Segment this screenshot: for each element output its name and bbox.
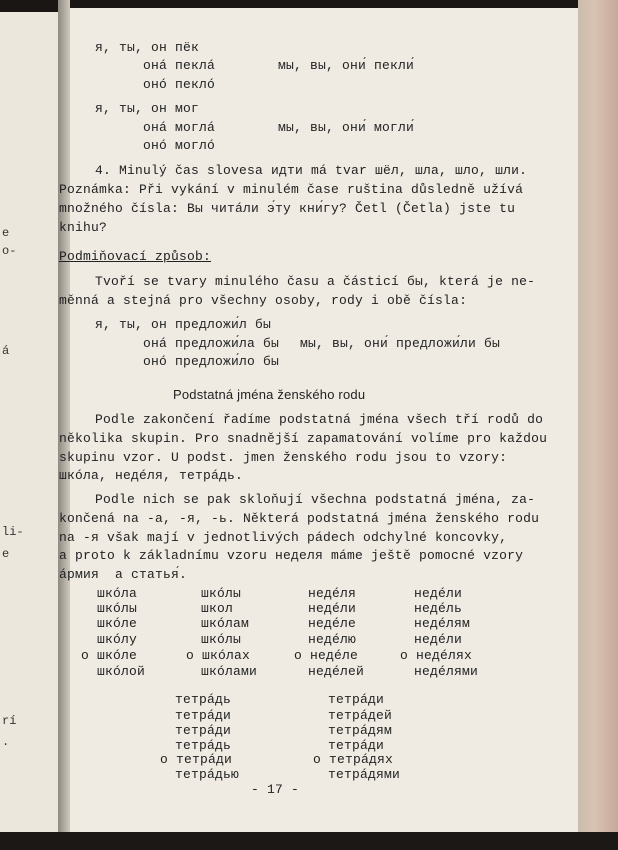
declension-form: недéли [308,601,357,616]
declension-form: тетрáдь [175,692,232,707]
bottom-edge [0,832,618,850]
text-line: шкóла, недéля, тетрáдь. [59,468,244,483]
declension-form: о тетрáдях [313,752,394,767]
text-line: Poznámka: Při vykání v minulém čase ruština důsledně užívá [59,182,524,197]
margin-fragment: e [2,547,10,561]
declension-form: о недéлях [400,648,473,663]
text-line: Podle nich se pak skloňují všechna podstatná jména, za- [95,492,536,507]
text-line: a proto k základnímu vzoru неделя máme ještě pomocné vzory [59,548,524,563]
declension-form: шкóлами [201,664,258,679]
text-line: končená na -а, -я, -ь. Některá podstatná jména ženského rodu [59,511,540,526]
book-spine [58,0,70,850]
declension-form: шкóлам [201,616,250,631]
text-line: онó пеклó [143,77,216,92]
declension-form: недéля [308,586,357,601]
declension-form: недéлям [414,616,471,631]
declension-form: школ [201,601,234,616]
declension-form: недéль [414,601,463,616]
text-line: мы, вы, они́ предложи́ли бы [300,336,501,351]
text-line: мы, вы, они́ могли́ [278,120,415,135]
page-number: - 17 - [251,782,300,797]
declension-form: шкóлу [97,632,138,647]
text-line: онó предложи́ло бы [143,354,280,369]
declension-form: недéлями [414,664,479,679]
text-line: skupinu vzor. U podst. jmen ženského rodu jsou to vzory: [59,450,508,465]
left-page-edge [0,12,58,850]
margin-fragment: e [2,226,10,240]
margin-fragment: . [2,735,10,749]
declension-form: шкóле [97,616,138,631]
declension-form: тетрáди [328,738,385,753]
text-line: knihu? [59,220,108,235]
margin-fragment: á [2,344,10,358]
declension-form: недéлей [308,664,365,679]
text-line: я, ты, он предложи́л бы [95,317,272,332]
declension-form: шкóлы [97,601,138,616]
text-line: Podle zakončení řadíme podstatná jména všech tří rodů do [95,412,544,427]
text-line: 4. Minulý čas slovesa идти má tvar шёл, шла, шло, шли. [95,163,528,178]
text-line: na -я však mají v jednotlivých pádech odchylné koncovky, [59,530,508,545]
declension-form: шкóла [97,586,138,601]
text-line: онá моглá [143,120,216,135]
margin-fragment: o- [2,244,17,258]
text-line: množného čísla: Вы читáли э́ту кни́гу? Četl (Četla) jste tu [59,201,516,216]
declension-form: тетрáдями [328,767,401,782]
text-line: онá предложи́ла бы [143,336,280,351]
margin-fragment: li- [2,525,24,539]
text-line: онá пеклá [143,58,216,73]
declension-form: о тетрáди [160,752,233,767]
declension-form: недéли [414,632,463,647]
declension-form: шкóлы [201,586,242,601]
declension-form: недéлю [308,632,357,647]
declension-form: о шкóлах [186,648,251,663]
declension-form: шкóлой [97,664,146,679]
declension-form: тетрáдей [328,708,393,723]
declension-form: недéле [308,616,357,631]
text-line: онó моглó [143,138,216,153]
declension-form: тетрáди [328,692,385,707]
declension-form: тетрáдям [328,723,393,738]
text-line: Tvoří se tvary minulého času a částicí бы, která je ne- [95,274,536,289]
margin-fragment: rí [2,714,17,728]
text-line: я, ты, он пёк [95,40,200,55]
declension-form: тетрáди [175,723,232,738]
text-line: мы, вы, они́ пекли́ [278,58,415,73]
declension-form: тетрáди [175,708,232,723]
text-line: několika skupin. Pro snadnější zapamatování volíme pro každou [59,431,548,446]
section-title: Podstatná jména ženského rodu [173,387,366,402]
book-cover-edge [578,0,618,850]
declension-form: о недéле [294,648,359,663]
declension-form: тетрáдью [175,767,240,782]
declension-form: о шкóле [81,648,138,663]
section-heading: Podmiňovací způsob: [59,249,212,264]
text-line: я, ты, он мог [95,101,200,116]
text-line: áрмия a статья́. [59,567,188,582]
declension-form: недéли [414,586,463,601]
declension-form: тетрáдь [175,738,232,753]
declension-form: шкóлы [201,632,242,647]
text-line: měnná a stejná pro všechny osoby, rody i obě čísla: [59,293,468,308]
